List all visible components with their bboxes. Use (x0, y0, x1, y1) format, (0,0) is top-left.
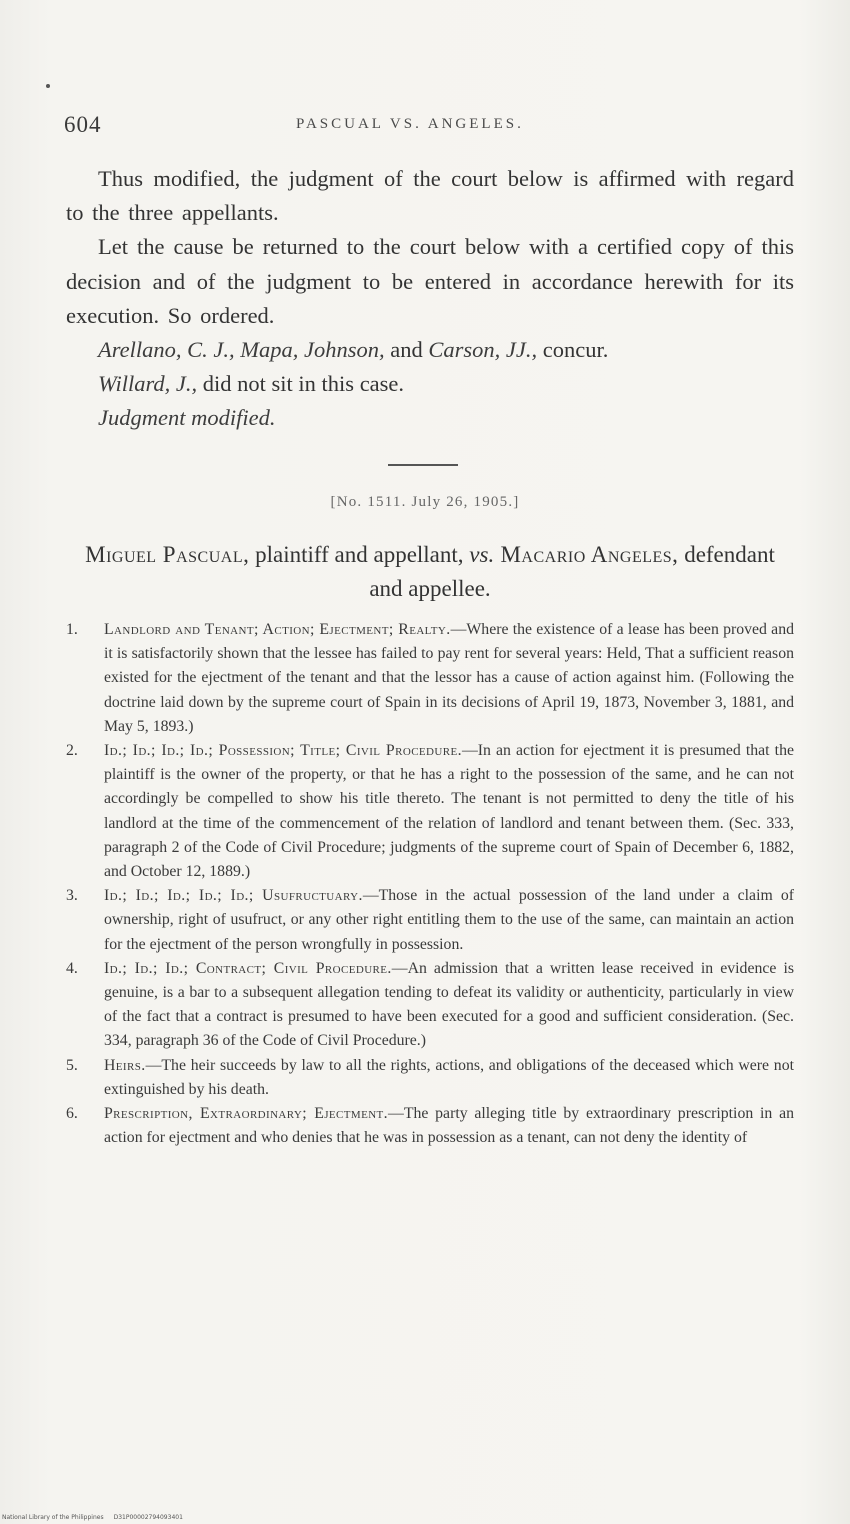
syllabus-list (66, 618, 794, 1150)
scan-code: D31P00002794093401 (113, 1514, 183, 1521)
syllabus-number: 3. (66, 887, 78, 905)
plaintiff-role: plaintiff and appellant, (249, 542, 470, 567)
paragraph-remand-order: Let the cause be returned to the court below with a certified copy of this decision and of the judgment to be entered in accordance herewith for its execution. So ordered. (66, 234, 794, 328)
syllabus-number: 6. (66, 1105, 78, 1123)
previous-case-conclusion (66, 162, 794, 436)
justice-carson: Carson, JJ., (428, 337, 538, 363)
library-credit: National Library of the Philippines (2, 1514, 104, 1521)
syllabus-heading: Landlord and Tenant; Action; Ejectment; Realty. (104, 621, 451, 638)
justices-names: Arellano, C. J., Mapa, Johnson, (98, 337, 385, 363)
versus: vs. (469, 542, 495, 567)
did-not-sit-text: did not sit in this case. (197, 371, 405, 397)
scan-speck (46, 84, 50, 88)
concurring-justices (66, 333, 794, 367)
defendant-role: defendant and appellee. (369, 542, 775, 601)
docket-line: [No. 1511. July 26, 1905.] (330, 494, 520, 510)
syllabus-number: 5. (66, 1056, 78, 1074)
syllabus-item (66, 1102, 794, 1150)
running-head: PASCUAL VS. ANGELES. (296, 116, 524, 132)
justice-willard: Willard, J., (98, 371, 198, 397)
syllabus-item (66, 884, 794, 957)
syllabus-item (66, 739, 794, 884)
page-header (64, 112, 794, 142)
disposition (66, 401, 794, 435)
syllabus-text: —The party alleging title by extraordinary prescription in an action for ejectment and who denies that he was in possession as a tenant, can not deny the identity of (104, 1105, 794, 1147)
paragraph-judgment-modified: Thus modified, the judgment of the court below is affirmed with regard to the three appellants. (66, 166, 794, 226)
case-caption (66, 538, 794, 606)
justices-and: and (384, 337, 429, 363)
section-divider (388, 464, 458, 466)
syllabus-text: —In an action for ejectment it is presumed that the plaintiff is the owner of the property, or that he has a right to the possession of the same, and he can not accordingly be compelled to show his title thereto. The tenant is not permitted to deny the title of his landlord at the time of the commencement of the relation of landlord and tenant between them. (Sec. 333, paragraph 2 of the Code of Civil Procedure; judgments of the supreme court of Spain of December 6, 1882, and October 12, 1889.) (104, 742, 794, 881)
syllabus-text: —The heir succeeds by law to all the rights, actions, and obligations of the deceased which were not extinguished by his death. (104, 1056, 794, 1098)
syllabus-heading: Id.; Id.; Id.; Id.; Possession; Title; Civil Procedure. (104, 742, 462, 760)
syllabus-heading: Prescription, Extraordinary; Ejectment. (104, 1105, 389, 1123)
page-number: 604 (64, 112, 102, 137)
syllabus-text: —Those in the actual possession of the land under a claim of ownership, right of usufruct, or any other right entitling them to the use of the same, can maintain an action for the ejectment of the person wrongfully in possession. (104, 887, 794, 953)
scan-footer (2, 1514, 193, 1521)
defendant-name: Macario Angeles, (494, 542, 679, 567)
non-participating-justice (66, 367, 794, 401)
judgment-modified-text: Judgment modified. (98, 405, 276, 431)
syllabus-heading: Id.; Id.; Id.; Id.; Id.; Usufructuary. (104, 887, 363, 905)
syllabus-heading: Id.; Id.; Id.; Contract; Civil Procedure. (104, 959, 392, 977)
syllabus-text: —Where the existence of a lease has been proved and it is satisfactorily shown that the lessee has failed to pay rent for several years: Held, That a sufficient reason existed for the ejectment of the tenant and that the lessor has a cause of action against him. (Following the doctrine laid down by the supreme court of Spain in its decisions of April 19, 1873, November 3, 1881, and May 5, 1893.) (104, 621, 794, 735)
syllabus-number: 4. (66, 959, 78, 977)
plaintiff-name: Miguel Pascual, (85, 542, 250, 567)
syllabus-item (66, 957, 794, 1054)
syllabus-heading: Heirs. (104, 1056, 146, 1074)
syllabus-text: —An admission that a written lease received in evidence is genuine, is a bar to a subsequent allegation tending to defeat its validity or authenticity, particularly in view of the fact that a contract is presumed to have been executed for a good and sufficient consideration. (Sec. 334, paragraph 36 of the Code of Civil Procedure.) (104, 959, 794, 1050)
syllabus-item (66, 1054, 794, 1102)
syllabus-number: 1. (66, 621, 78, 638)
concur-text: concur. (537, 337, 609, 363)
syllabus-number: 2. (66, 742, 78, 760)
syllabus-item (66, 618, 794, 739)
